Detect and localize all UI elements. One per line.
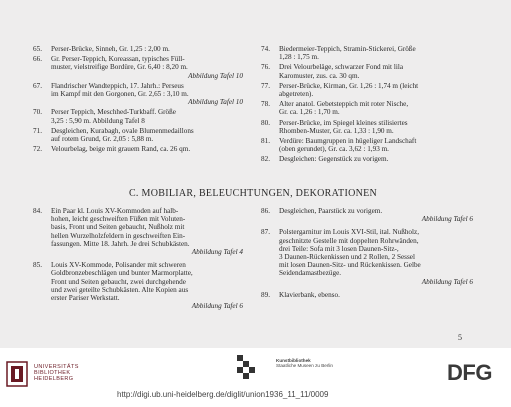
entry-text-line: Goldbronzebeschlägen und bunter Marmorplatte, <box>51 269 193 278</box>
entry-text-line: Front und Seiten gebaucht, zwei durchgehende <box>51 277 186 286</box>
entry-number: 87. <box>261 228 270 237</box>
catalog-entry <box>33 108 243 124</box>
catalog-entry <box>33 145 243 153</box>
entry-number: 72. <box>33 145 42 154</box>
entry-text-line: mit losen Daunen-Sitz- und Rückenkissen. Gelbe <box>279 261 421 270</box>
entry-text-line: 1,28 : 1,75 m. <box>279 53 319 62</box>
entry-text-line: Seidendamastbezüge. <box>279 269 342 278</box>
catalog-entry <box>261 155 473 163</box>
kb-text <box>276 358 333 369</box>
entry-text-line: 3 Daunen-Rückenkissen und 2 Rollen, 2 Sessel <box>279 253 415 262</box>
entry-number: 76. <box>261 63 270 72</box>
entry-number: 85. <box>33 261 42 270</box>
dfg-logo[interactable]: DFG <box>447 360 492 385</box>
left-column-top <box>33 45 243 155</box>
entry-text-line: Perser-Brücke, im Spiegel kleines stilisiertes <box>279 118 408 127</box>
entry-text-line: (oben gerundet), Gr. ca. 3,62 : 1,93 m. <box>279 145 389 154</box>
entry-text-line: Desgleichen, Paarstück zu vorigem. <box>279 207 383 215</box>
plate-reference: Abbildung Tafel 6 <box>421 215 473 224</box>
plate-reference: Abbildung Tafel 4 <box>191 248 243 257</box>
catalog-entry <box>261 82 473 98</box>
entry-number: 66. <box>33 55 42 64</box>
ub-seal-icon <box>6 361 28 387</box>
entry-text-line: auf rotem Grund, Gr. 2,05 : 5,88 m. <box>51 135 154 144</box>
entry-number: 81. <box>261 137 270 146</box>
kb-line-2: Staatliche Museen zu Berlin <box>276 363 333 369</box>
entry-number: 82. <box>261 155 270 164</box>
catalog-entry <box>261 137 473 153</box>
ub-heidelberg-logo[interactable] <box>4 361 124 391</box>
catalog-entry <box>261 100 473 116</box>
entry-text-line: im Kampf mit den Gorgonen, Gr. 2,65 : 3,10 m. <box>51 90 189 99</box>
entry-number: 70. <box>33 108 42 117</box>
catalog-entry <box>261 45 473 61</box>
entry-text-line: Ein Paar kl. Louis XV-Kommoden auf halb- <box>51 207 179 215</box>
entry-text-line: Polstergarnitur im Louis XVI-Stil, ital. Nußholz, <box>279 228 420 237</box>
entry-text-line: Desgleichen: Gegenstück zu vorigem. <box>279 155 389 164</box>
entry-number: 86. <box>261 207 270 215</box>
plate-reference: Abbildung Tafel 6 <box>191 302 243 311</box>
entry-text-line: Louis XV-Kommode, Polisander mit schweren <box>51 261 186 270</box>
permalink-url[interactable]: http://digi.ub.uni-heidelberg.de/diglit/union1936_11_11/0009 <box>117 390 329 399</box>
section-heading: C. MOBILIAR, BELEUCHTUNGEN, DEKORATIONEN <box>128 188 378 199</box>
entry-text-line: hohen, leicht geschweiften Füßen mit Voluten- <box>51 215 186 224</box>
catalog-entry <box>261 228 473 285</box>
entry-text-line: Biedermeier-Teppich, Stramin-Stickerei, Größe <box>279 45 416 53</box>
catalog-entry <box>261 291 473 299</box>
catalog-entry <box>33 127 243 143</box>
entry-text-line: Rhomben-Muster, Gr. ca. 1,33 : 1,90 m. <box>279 126 394 135</box>
entry-text-line: Perser-Brücke, Sinneh, Gr. 1,25 : 2,00 m. <box>51 45 170 53</box>
entry-text-line: Verdüre: Baumgruppen in hügeliger Landschaft <box>279 137 417 146</box>
entry-text-line: Klavierbank, ebenso. <box>279 290 340 299</box>
ub-line-2: BIBLIOTHEK <box>34 370 71 377</box>
entry-number: 78. <box>261 100 270 109</box>
catalog-entry <box>33 261 243 310</box>
plate-reference: Abbildung Tafel 10 <box>188 98 243 107</box>
entry-text-line: basis, Front und Seiten gebaucht, Nußholz mit <box>51 223 185 232</box>
entry-text-line: abgetreten). <box>279 90 314 99</box>
entry-text-line: Drei Velourbeläge, schwarzer Fond mit lila <box>279 63 404 72</box>
entry-text-line: Gr. Perser-Teppich, Koreassan, typisches Füll- <box>51 55 185 64</box>
entry-number: 77. <box>261 81 270 90</box>
catalog-entry <box>33 55 243 80</box>
catalog-entry <box>261 207 473 223</box>
entry-text-line: Perser-Brücke, Kirman, Gr. 1,26 : 1,74 m (leicht <box>279 81 419 90</box>
catalog-entry <box>33 207 243 256</box>
entry-text-line: hellen Wurzelholzfeldern in geschweiften Ein- <box>51 231 186 240</box>
kunstbibliothek-logo[interactable] <box>233 355 269 388</box>
entry-text-line: Velourbelag, beige mit grauem Rand, ca. 26 qm. <box>51 145 191 154</box>
entry-text-line: fassungen. Mitte 18. Jahrh. Je drei Schubkästen. <box>51 239 190 248</box>
entry-number: 74. <box>261 45 270 53</box>
entry-text-line: Desgleichen, Kurabagh, ovale Blumenmedaillons <box>51 126 194 135</box>
entry-number: 65. <box>33 45 42 53</box>
catalog-entry <box>33 82 243 107</box>
right-column-top <box>261 45 473 166</box>
right-column-bottom <box>261 207 473 304</box>
ub-line-3: HEIDELBERG <box>34 376 74 383</box>
entry-text-line: drei Teile: Sofa mit 3 losen Daunen-Sitz-, <box>279 244 399 253</box>
entry-text-line: Flandrischer Wandteppich, 17. Jahrh.: Perseus <box>51 81 184 90</box>
plate-reference: Abbildung Tafel 10 <box>188 71 243 80</box>
kb-mark-icon <box>233 355 269 383</box>
ub-line-1: UNIVERSITÄTS <box>34 364 79 370</box>
entry-text-line: Gr. ca. 1,26 : 1,70 m. <box>279 108 340 117</box>
plate-reference: Abbildung Tafel 6 <box>421 277 473 286</box>
left-column-bottom <box>33 207 243 315</box>
entry-text-line: geschnitzte Gestelle mit doppelten Rohrwänden, <box>279 236 419 245</box>
footer-bar <box>0 351 511 407</box>
kb-line-1: Kunstbibliothek <box>276 358 311 363</box>
entry-text-line: 3,25 : 5,90 m. Abbildung Tafel 8 <box>51 116 145 125</box>
entry-text-line: Perser Teppich, Meschhed-Turkbaff. Größe <box>51 108 176 117</box>
entry-text-line: muster, vielstreifige Bordüre, Gr. 6,40 : 8,20 m. <box>51 63 188 72</box>
entry-number: 89. <box>261 290 270 299</box>
entry-number: 80. <box>261 118 270 127</box>
catalog-entry <box>33 45 243 53</box>
entry-text-line: Karomuster, zus. ca. 30 qm. <box>279 71 360 80</box>
page-number: 5 <box>458 333 462 342</box>
entry-text-line: und zwei geteilte Schubkästen. Alte Kopien aus <box>51 285 189 294</box>
entry-number: 84. <box>33 207 42 215</box>
entry-number: 67. <box>33 81 42 90</box>
catalog-entry <box>261 119 473 135</box>
entry-number: 71. <box>33 126 42 135</box>
entry-text-line: Alter anatol. Gebetsteppich mit roter Nische, <box>279 100 409 109</box>
catalog-entry <box>261 63 473 79</box>
entry-text-line: erster Pariser Werkstatt. <box>51 294 120 303</box>
